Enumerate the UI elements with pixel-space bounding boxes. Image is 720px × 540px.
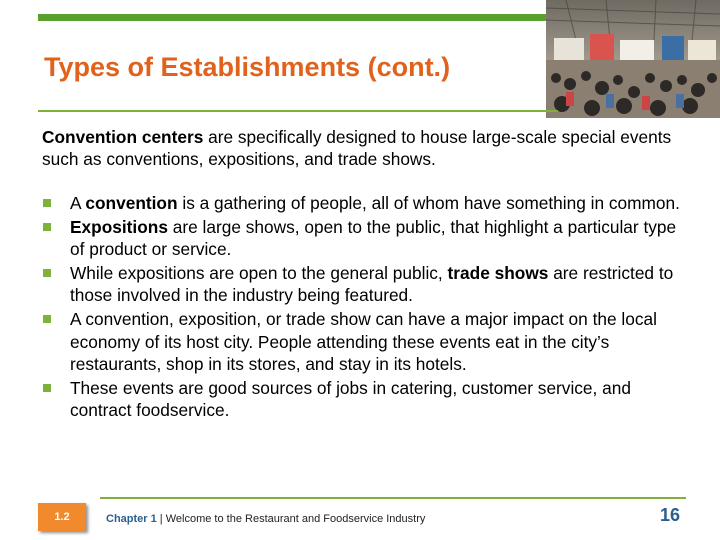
chapter-label: Chapter 1 (106, 513, 157, 525)
slide-title: Types of Establishments (cont.) (44, 52, 451, 82)
bullet-text: is a gathering of people, all of whom have something in common. (177, 193, 680, 213)
convention-hall-crowd-illustration (546, 0, 720, 118)
square-bullet-icon (43, 315, 51, 323)
list-item (42, 308, 682, 376)
bullet-text: A convention, exposition, or trade show can have a major impact on the local economy of its host city. People attending these events eat in the city’s restaurants, shop in its stores, and stay in its hotels. (70, 308, 657, 375)
square-bullet-icon (43, 384, 51, 392)
bullet-term: convention (85, 193, 178, 213)
intro-term: Convention centers (42, 127, 204, 147)
page-number: 16 (659, 505, 680, 525)
title-underline (38, 110, 558, 112)
list-item (42, 216, 682, 261)
square-bullet-icon (43, 269, 51, 277)
footer-caption (106, 513, 425, 525)
book-title: Welcome to the Restaurant and Foodservice Industry (165, 513, 426, 525)
section-badge: 1.2 (38, 503, 86, 531)
bullet-text: A (70, 193, 86, 213)
footer-separator: | (156, 513, 166, 525)
list-item (42, 192, 682, 215)
list-item (42, 262, 682, 307)
bullet-term: Expositions (70, 216, 168, 237)
list-item (42, 377, 682, 422)
intro-text: are specifically designed to house large-scale special events such as conventions, expositions, and trade shows. (42, 127, 672, 169)
convention-hall-photo (546, 0, 720, 118)
bullet-text: are restricted to those involved in the industry being featured. (70, 262, 674, 306)
bullet-list (42, 192, 682, 423)
square-bullet-icon (43, 223, 51, 231)
bullet-term: trade shows (447, 262, 549, 283)
square-bullet-icon (43, 199, 51, 207)
bullet-text: While expositions are open to the general public, (70, 262, 448, 283)
bullet-text: are large shows, open to the public, that highlight a particular type of product or service. (70, 216, 677, 260)
footer-rule (100, 497, 686, 499)
top-accent-bar (38, 14, 546, 21)
intro-paragraph (42, 126, 682, 170)
bullet-text: These events are good sources of jobs in catering, customer service, and contract foodservice. (70, 377, 631, 421)
